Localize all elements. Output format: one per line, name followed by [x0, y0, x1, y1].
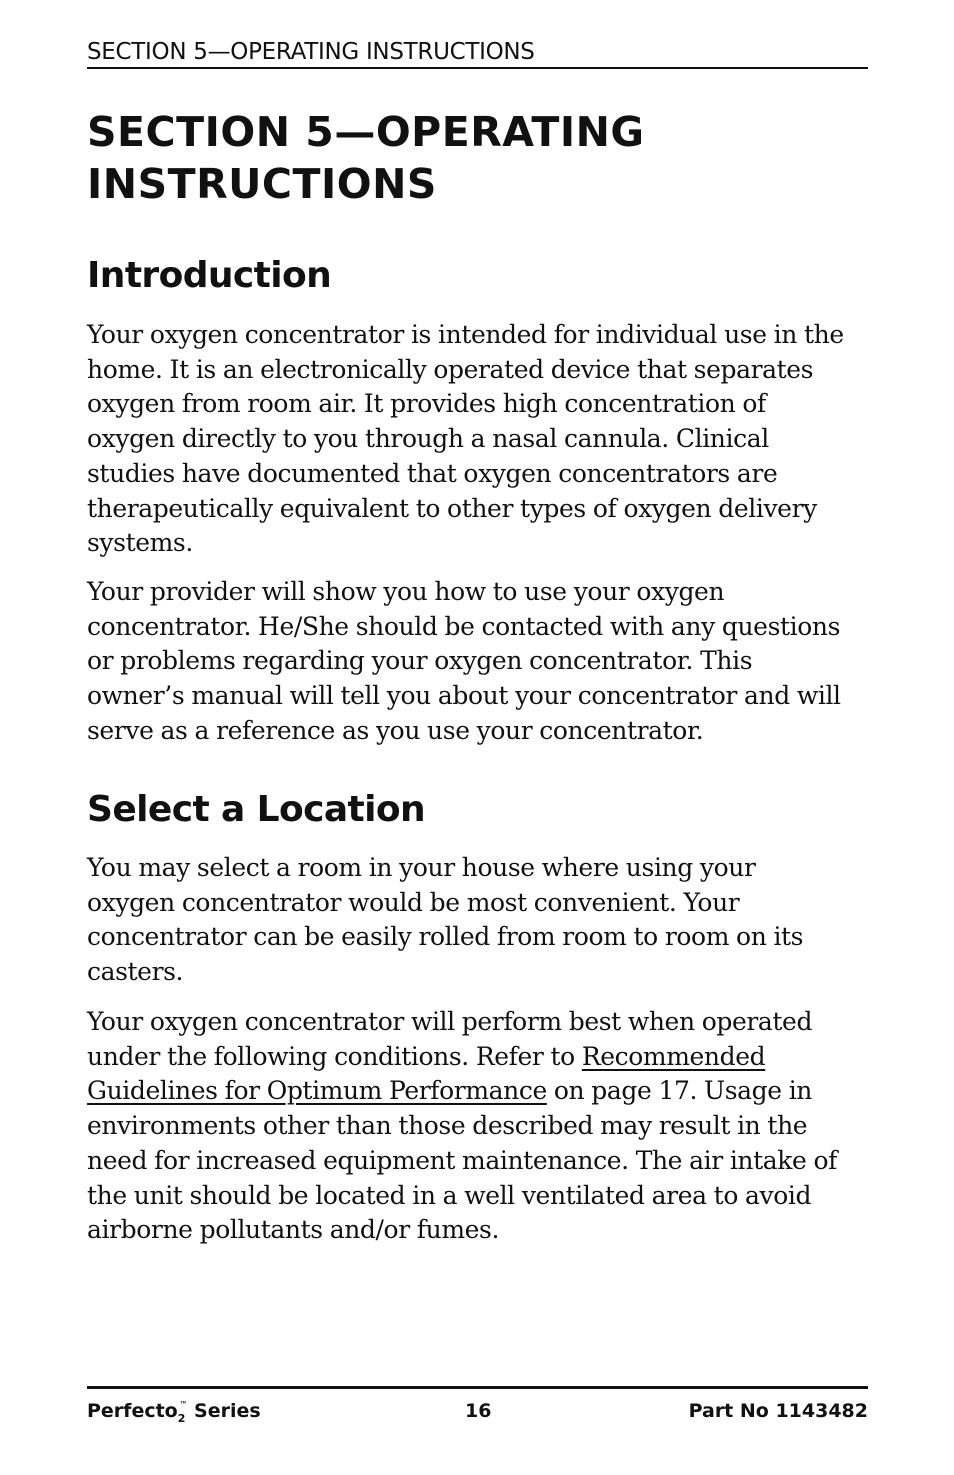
- text-line: Your oxygen concentrator is intended for individual use in the: [87, 320, 844, 349]
- text-line: oxygen directly to you through a nasal cannula. Clinical: [87, 424, 769, 454]
- text-line: or problems regarding your oxygen concentrator. This: [87, 646, 753, 676]
- part-number: Part No 1143482: [688, 1400, 868, 1422]
- text-line: environments other than those described may result in the: [87, 1111, 808, 1141]
- footer-product-name: [87, 1389, 261, 1437]
- recommended-guidelines-link[interactable]: Guidelines for Optimum Performance: [87, 1076, 547, 1106]
- introduction-heading: Introduction: [87, 255, 332, 296]
- select-location-heading: Select a Location: [87, 789, 426, 830]
- manual-page: [87, 0, 868, 1475]
- text-line: systems.: [87, 528, 193, 558]
- trademark-symbol: ™: [179, 1400, 188, 1409]
- text-line: airborne pollutants and/or fumes.: [87, 1215, 500, 1245]
- page-footer: [87, 1386, 868, 1429]
- product-name: Perfecto: [87, 1400, 178, 1422]
- text-line: [87, 1040, 868, 1075]
- text-line: concentrator can be easily rolled from room to room on its: [87, 922, 804, 952]
- text-line: need for increased equipment maintenance. The air intake of: [87, 1145, 837, 1175]
- text-line: studies have documented that oxygen concentrators are: [87, 458, 778, 488]
- text-line: therapeutically equivalent to other types of oxygen delivery: [87, 493, 817, 523]
- text-fragment: on page 17. Usage in: [546, 1076, 812, 1106]
- text-line: serve as a reference as you use your concentrator.: [87, 715, 704, 745]
- product-subscript: 2: [177, 1412, 186, 1425]
- text-line: [87, 1074, 868, 1109]
- text-line: casters.: [87, 957, 184, 987]
- text-line: home. It is an electronically operated device that separates: [87, 354, 814, 384]
- text-fragment: under the following conditions. Refer to: [87, 1041, 582, 1071]
- running-head: SECTION 5—OPERATING INSTRUCTIONS: [87, 37, 868, 69]
- section-title: [87, 106, 868, 210]
- text-line: Your provider will show you how to use your oxygen: [87, 577, 725, 606]
- text-line: concentrator. He/She should be contacted with any questions: [87, 611, 841, 641]
- text-line: oxygen concentrator would be most convenient. Your: [87, 887, 740, 917]
- recommended-guidelines-link[interactable]: Recommended: [581, 1041, 766, 1071]
- text-line: owner’s manual will tell you about your concentrator and will: [87, 681, 841, 711]
- text-line: oxygen from room air. It provides high concentration of: [87, 389, 766, 419]
- introduction-paragraph-2: [87, 575, 868, 749]
- select-location-paragraph-1: [87, 851, 868, 990]
- section-title-line: SECTION 5—OPERATING: [87, 108, 645, 156]
- text-line: You may select a room in your house where using your: [87, 853, 756, 882]
- text-line: Your oxygen concentrator will perform best when operated: [87, 1007, 813, 1036]
- select-location-paragraph-2: [87, 1005, 868, 1248]
- text-line: the unit should be located in a well ventilated area to avoid: [87, 1180, 812, 1210]
- product-suffix: Series: [187, 1400, 261, 1422]
- page-number: 16: [465, 1400, 492, 1422]
- introduction-paragraph-1: [87, 318, 868, 561]
- section-title-line: INSTRUCTIONS: [87, 160, 437, 208]
